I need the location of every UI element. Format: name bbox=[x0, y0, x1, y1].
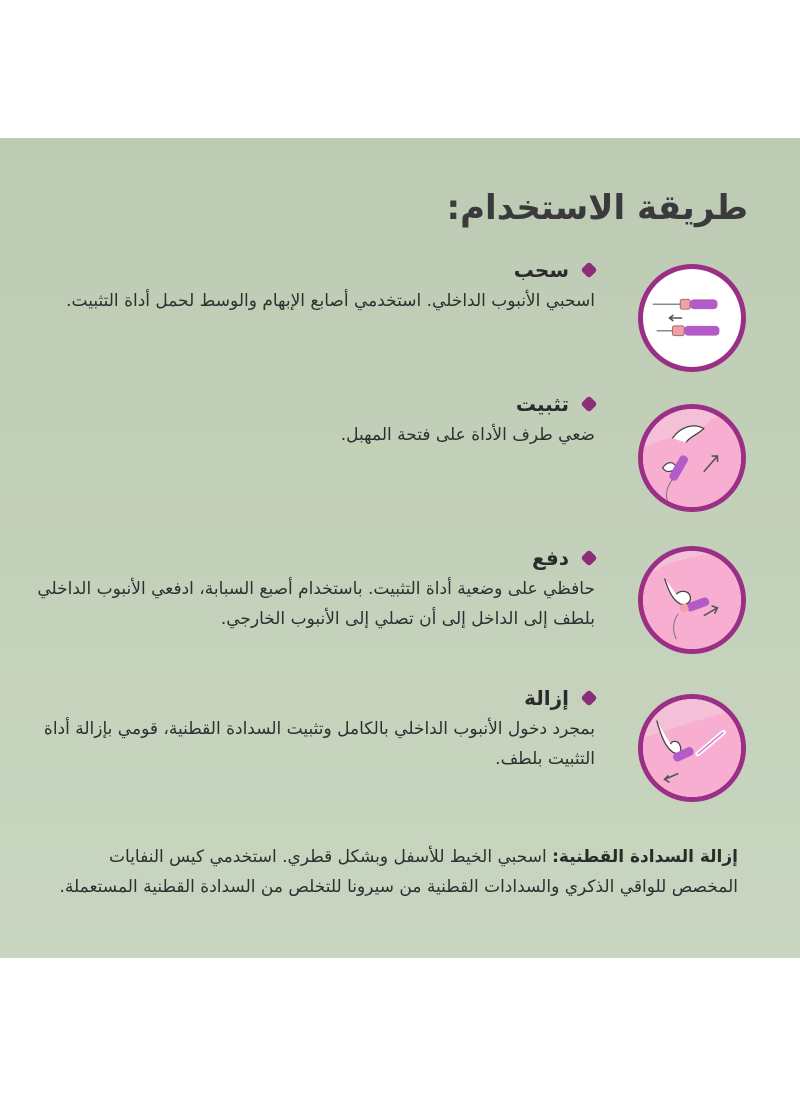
step-text: اسحبي الأنبوب الداخلي. استخدمي أصابع الإبهام والوسط لحمل أداة التثبيت. bbox=[66, 291, 595, 311]
bullet-icon bbox=[581, 262, 598, 279]
step-title: دفع bbox=[531, 546, 569, 570]
disposal-label: إزالة السدادة القطنية: bbox=[552, 847, 738, 867]
step-text: بمجرد دخول الأنبوب الداخلي بالكامل وتثبيت السدادة القطنية، قومي بإزالة أداة التثبيت بلطف. bbox=[43, 719, 595, 769]
step-text: ضعي طرف الأداة على فتحة المهبل. bbox=[340, 425, 595, 445]
push-applicator-illustration-icon bbox=[638, 546, 746, 654]
step-title: تثبيت bbox=[515, 392, 569, 416]
step-title: إزالة bbox=[524, 686, 569, 710]
step-push bbox=[35, 546, 595, 634]
pull-applicator-illustration-icon bbox=[638, 264, 746, 372]
disposal-text: اسحبي الخيط للأسفل وبشكل قطري. استخدمي كيس النفايات المخصص للواقي الذكري والسدادات القطنية من سيرونا للتخلص من السدادة القطنية المستعملة. bbox=[59, 847, 738, 897]
step-pull bbox=[35, 258, 595, 316]
step-remove bbox=[35, 686, 595, 774]
step-title: سحب bbox=[513, 258, 569, 282]
remove-applicator-illustration-icon bbox=[638, 694, 746, 802]
step-text: حافظي على وضعية أداة التثبيت. باستخدام أصبع السبابة، ادفعي الأنبوب الداخلي بلطف إلى الداخل إلى أن تصلي إلى الأنبوب الخارجي. bbox=[37, 579, 595, 629]
bullet-icon bbox=[581, 396, 598, 413]
position-applicator-illustration-icon bbox=[638, 404, 746, 512]
page-title: طريقة الاستخدام: bbox=[446, 188, 748, 228]
disposal-note bbox=[48, 842, 738, 902]
bullet-icon bbox=[581, 550, 598, 567]
step-position bbox=[35, 392, 595, 450]
bullet-icon bbox=[581, 690, 598, 707]
